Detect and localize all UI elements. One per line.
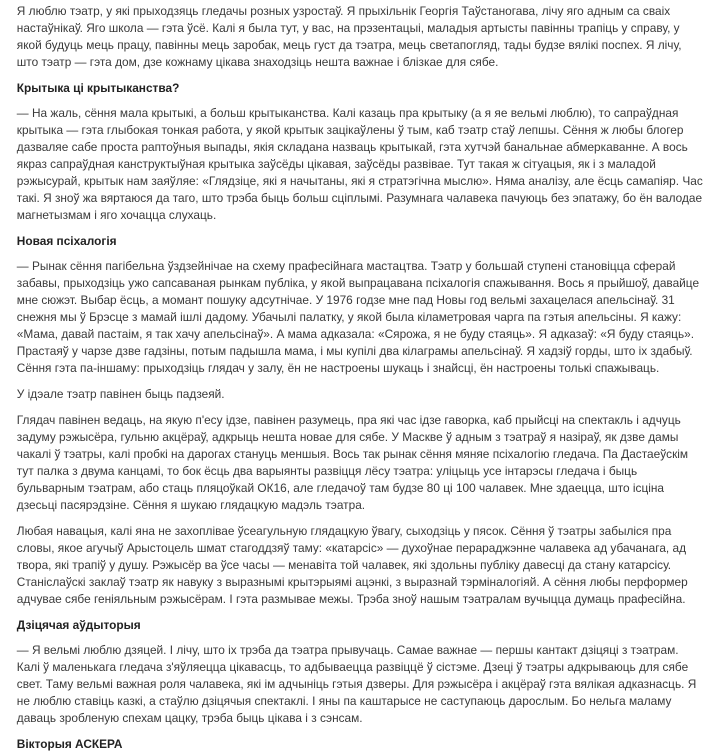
section-heading-new-psychology: Новая псіхалогія [16, 234, 117, 248]
author-signature: Вікторыя АСКЕРА [16, 737, 123, 751]
psychology-paragraph-1: — Рынак сёння пагібельна ўздзейнічае на схему прафесійнага мастацтва. Тэатр у большай ступені становіцца сферай забавы, прыходзіць ужо сапсаваная рынкам публіка, у якой выпрацавана псіхалогія спажывання. Вось я прыйшоў, давайце мне сюжэт. Выбар ёсць, а момант пошуку адсутнічае. У 1976 годзе мне пад Новы год вельмі захацелася апельсінаў. 31 снежня мы ў Брэсце з мамай ішлі дадому. Убачылі палатку, у якой была кіламетровая чарга па гэтыя апельсіны. Я кажу: «Мама, давай пастаім, я так хачу апельсінаў». А мама адказала: «Сярожа, я не буду стаяць». Я адказаў: «Я буду стаяць». Прастаяў у чарзе дзве гадзіны, потым падышла мама, і мы купілі два кілаграмы апельсінаў. Я хадзіў горды, што іх здабыў. Сёння гэта па-іншаму: прыходзіць глядач у залу, ён не настроены шукаць і знайсці, ён настроены толькі спажываць. [16, 259, 700, 375]
psychology-paragraph-3: Глядач павінен ведаць, на якую п'есу ідзе, павінен разумець, пра які час ідзе гаворка, каб прыйсці на спектакль і адчуць задуму рэжысёра, гульню акцёраў, адкрыць нешта новае для сябе. У Маскве ў адным з тэатраў я назіраў, як дзве дамы чакалі ў тэатры, калі пробкі на дарогах стануць меншыя. Вось так рынак сёння мяняе псіхалогію гледача. Па Дастаеўскім тут палка з двума канцамі, то бок ёсць два варыянты развіцця лёсу тэатра: уліцыць усе інтарэсы гледача і быць бульварным тэатрам, або стаць пляцоўкай ОК16, але гледачоў там будзе 80 ці 100 чалавек. Мне здаецца, што ісціна дзесьці пасярэдзіне. Сёння я шукаю глядацкую мадэль тэатра. [16, 413, 689, 512]
children-paragraph: — Я вельмі люблю дзяцей. І лічу, што іх трэба да тэатра прывучаць. Самае важнае — першы кантакт дзіцяці з тэатрам. Калі ў маленькага гледача з'яўляецца цікавасць, то адбываецца развіццё ў сістэме. Дзеці ў тэатры адкрываюць для сябе свет. Таму вельмі важная роля чалавека, які ім адчыніць гэтыя дзверы. Для рэжысёра і акцёраў гэта вялікая адказнасць. Я не люблю ставіць казкі, а стаўлю дзіцячыя спектаклі. І яны па каштарысе не саступаюць дарослым. Бо нельга маламу даваць зробленую спехам цацку, трэба быць цікава і з сэнсам. [16, 643, 697, 725]
criticism-paragraph: — На жаль, сёння мала крытыкі, а больш крытыканства. Калі казаць пра крытыку (а я яе вельмі люблю), то сапраўдная крытыка — гэта глыбокая тонкая работа, у якой крытык зацікаўлены ў тым, каб тэатр стаў лепшы. Сёння ж любы блогер дазваляе сабе проста раптоўныя выпады, якія складана назваць крытыкай, гэта хутчэй банальнае абмеркаванне. А вось якраз сапраўдная канструктыўная крытыка заўсёды цікавая, заўсёды развівае. Тут такая ж сітуацыя, як і з маладой рэжысурай, крытык нам заяўляе: «Глядзіце, які я начытаны, які я стратэгічна мыслю». Няма аналізу, але ёсць самапіяр. Час такі. Я зноў жа вяртаюся да таго, што трэба быць больш сціплымі. Разумнага чалавека пачуюць без эпатажу, бо ён валодае магнетызмам і яго хочацца слухаць. [16, 106, 703, 222]
section-heading-criticism: Крытыка ці крытыканства? [16, 81, 180, 95]
intro-paragraph: Я люблю тэатр, у які прыходзяць гледачы розных узростаў. Я прыхільнік Георгія Таўстаногава, лічу яго адным са сваіх настаўнікаў. Яго школа — гэта ўсё. Калі я была тут, у вас, на прэзентацыі, маладыя артысты павінны трапіць у справу, у якой будуць мець працу, павінны мець заробак, мець густ да тэатра, мець светапогляд, тады будзе вялікі поспех. Я лічу, што тэатр — гэта дом, дзе кожнаму цікава знаходзіць нешта важнае і блізкае для сябе. [16, 4, 682, 69]
section-heading-children-audience: Дзіцячая аўдыторыя [16, 618, 141, 632]
psychology-paragraph-4: Любая навацыя, калі яна не захоплівае ўсеагульную глядацкую ўвагу, сыходзіць у пясок. Сёння ў тэатры забыліся пра словы, якое агучыў Арыстоцель шмат стагоддзяў таму: «катарсіс» — духоўнае перараджэнне чалавека ад убачанага, ад твора, які трапіў у душу. Рэжысёр ва ўсе часы — менавіта той чалавек, які здольны публіку давесці да стану катарсісу. Станіслаўскі заклаў тэатр як навуку з выразнымі крытэрыямі ацэнкі, з выразнай тэрміналогіяй. А сёння любы перформер адчувае сябе геніяльным рэжысёрам. І гэта размывае межы. Трэба зноў нашым тэатралам вучыцца думаць прафесійна. [16, 524, 688, 606]
psychology-paragraph-2: У ідэале тэатр павінен быць падзеяй. [16, 387, 225, 401]
